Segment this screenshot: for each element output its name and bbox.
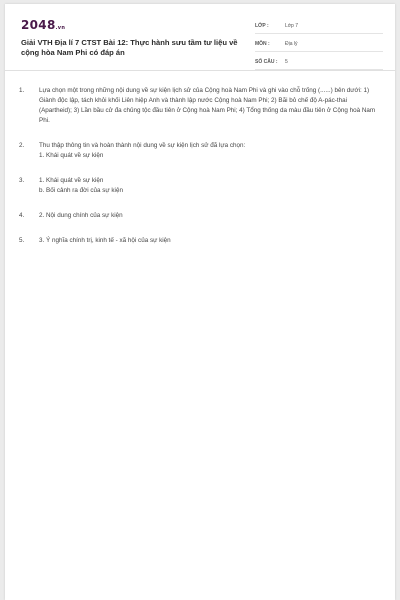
question-number: 3. <box>19 177 25 184</box>
question-5 <box>19 236 379 246</box>
meta-row-class <box>255 18 383 34</box>
question-body <box>39 141 379 161</box>
question-list <box>19 86 379 261</box>
meta-value-count: 5 <box>285 58 288 65</box>
question-text: 1. Khái quát về sự kiện <box>39 177 104 184</box>
worksheet-page <box>5 4 395 600</box>
question-text: Thu thập thông tin và hoàn thành nội dung về sự kiện lịch sử đã lựa chọn: <box>39 142 246 149</box>
question-subtext: 1. Khái quát về sự kiện <box>39 152 104 159</box>
question-1 <box>19 86 379 126</box>
question-text: 3. Ý nghĩa chính trị, kinh tế - xã hội của sự kiện <box>39 237 171 244</box>
page-title: Giải VTH Địa lí 7 CTST Bài 12: Thực hành sưu tầm tư liệu về cộng hòa Nam Phi có đáp án <box>21 38 238 57</box>
question-number: 1. <box>19 87 25 94</box>
question-number: 2. <box>19 142 25 149</box>
meta-label-class: LỚP : <box>255 22 269 29</box>
question-4 <box>19 211 379 221</box>
site-logo[interactable] <box>21 18 65 32</box>
question-number: 5. <box>19 237 25 244</box>
question-body <box>39 236 379 246</box>
header-divider <box>5 70 395 71</box>
meta-label-count: SỐ CÂU : <box>255 58 278 65</box>
question-text: 2. Nội dung chính của sự kiện <box>39 212 123 219</box>
logo-main: 2048 <box>21 18 56 32</box>
question-2 <box>19 141 379 161</box>
question-body <box>39 211 379 221</box>
meta-value-subject: Địa lý <box>285 40 298 47</box>
question-body <box>39 86 379 126</box>
question-3 <box>19 176 379 196</box>
meta-label-subject: MÔN : <box>255 40 270 47</box>
logo-suffix: .vn <box>55 25 66 31</box>
question-text: Lựa chọn một trong những nội dung về sự kiện lịch sử của Cộng hoà Nam Phi và ghi vào chỗ trống (......) bên dưới: 1) Giành độc lập, tách khỏi khối Liên hiệp Anh và thành lập nước Cộng hoà Nam Phi; 2) Bãi bỏ chế độ A-pác-thai (Apartheid); 3) Lần bầu cử đa chủng tộc đầu tiên ở Cộng hoà Nam Phi; 4) Tổng thống da màu đầu tiên ở Cộng hoà Nam Phi. <box>39 87 376 124</box>
meta-info <box>255 18 383 72</box>
question-number: 4. <box>19 212 25 219</box>
question-body <box>39 176 379 196</box>
meta-row-count <box>255 54 383 70</box>
meta-value-class: Lớp 7 <box>285 22 299 29</box>
meta-row-subject <box>255 36 383 52</box>
question-subtext: b. Bối cảnh ra đời của sự kiện <box>39 187 123 194</box>
